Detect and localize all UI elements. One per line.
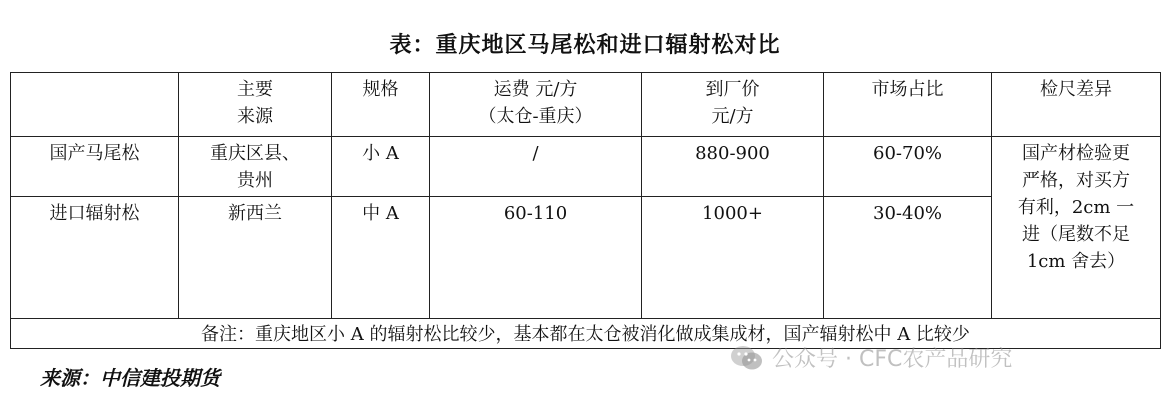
row-freight: / xyxy=(430,137,642,197)
header-cell-spec: 规格 xyxy=(332,73,430,137)
header-cell-source: 主要 来源 xyxy=(179,73,332,137)
source-label: 来源：中信建投期货 xyxy=(40,366,220,390)
row-share: 60-70% xyxy=(824,137,992,197)
row-price: 880-900 xyxy=(642,137,824,197)
row-share: 30-40% xyxy=(824,197,992,319)
row-price: 1000+ xyxy=(642,197,824,319)
row-name: 进口辐射松 xyxy=(11,197,179,319)
table-title: 表：重庆地区马尾松和进口辐射松对比 xyxy=(389,33,781,58)
diff-cell: 国产材检验更 严格，对买方 有利，2cm 一 进（尾数不足 1cm 舍去） xyxy=(992,137,1161,319)
header-cell-price: 到厂价 元/方 xyxy=(642,73,824,137)
header-cell-diff: 检尺差异 xyxy=(992,73,1161,137)
row-spec: 中 A xyxy=(332,197,430,319)
wechat-icon xyxy=(730,344,764,372)
watermark xyxy=(730,342,1012,373)
row-source: 重庆区县、 贵州 xyxy=(179,137,332,197)
row-spec: 小 A xyxy=(332,137,430,197)
header-cell-blank xyxy=(11,73,179,137)
header-cell-share: 市场占比 xyxy=(824,73,992,137)
row-source: 新西兰 xyxy=(179,197,332,319)
note-cell: 备注：重庆地区小 A 的辐射松比较少，基本都在太仓被消化做成集成材，国产辐射松中 A 比较少 xyxy=(11,319,1161,349)
row-freight: 60-110 xyxy=(430,197,642,319)
watermark-text: 公众号 · CFC农产品研究 xyxy=(772,347,1013,372)
table-row xyxy=(11,197,1161,319)
table-row xyxy=(11,137,1161,197)
comparison-table xyxy=(10,72,1161,349)
row-name: 国产马尾松 xyxy=(11,137,179,197)
header-cell-freight: 运费 元/方 （太仓-重庆） xyxy=(430,73,642,137)
